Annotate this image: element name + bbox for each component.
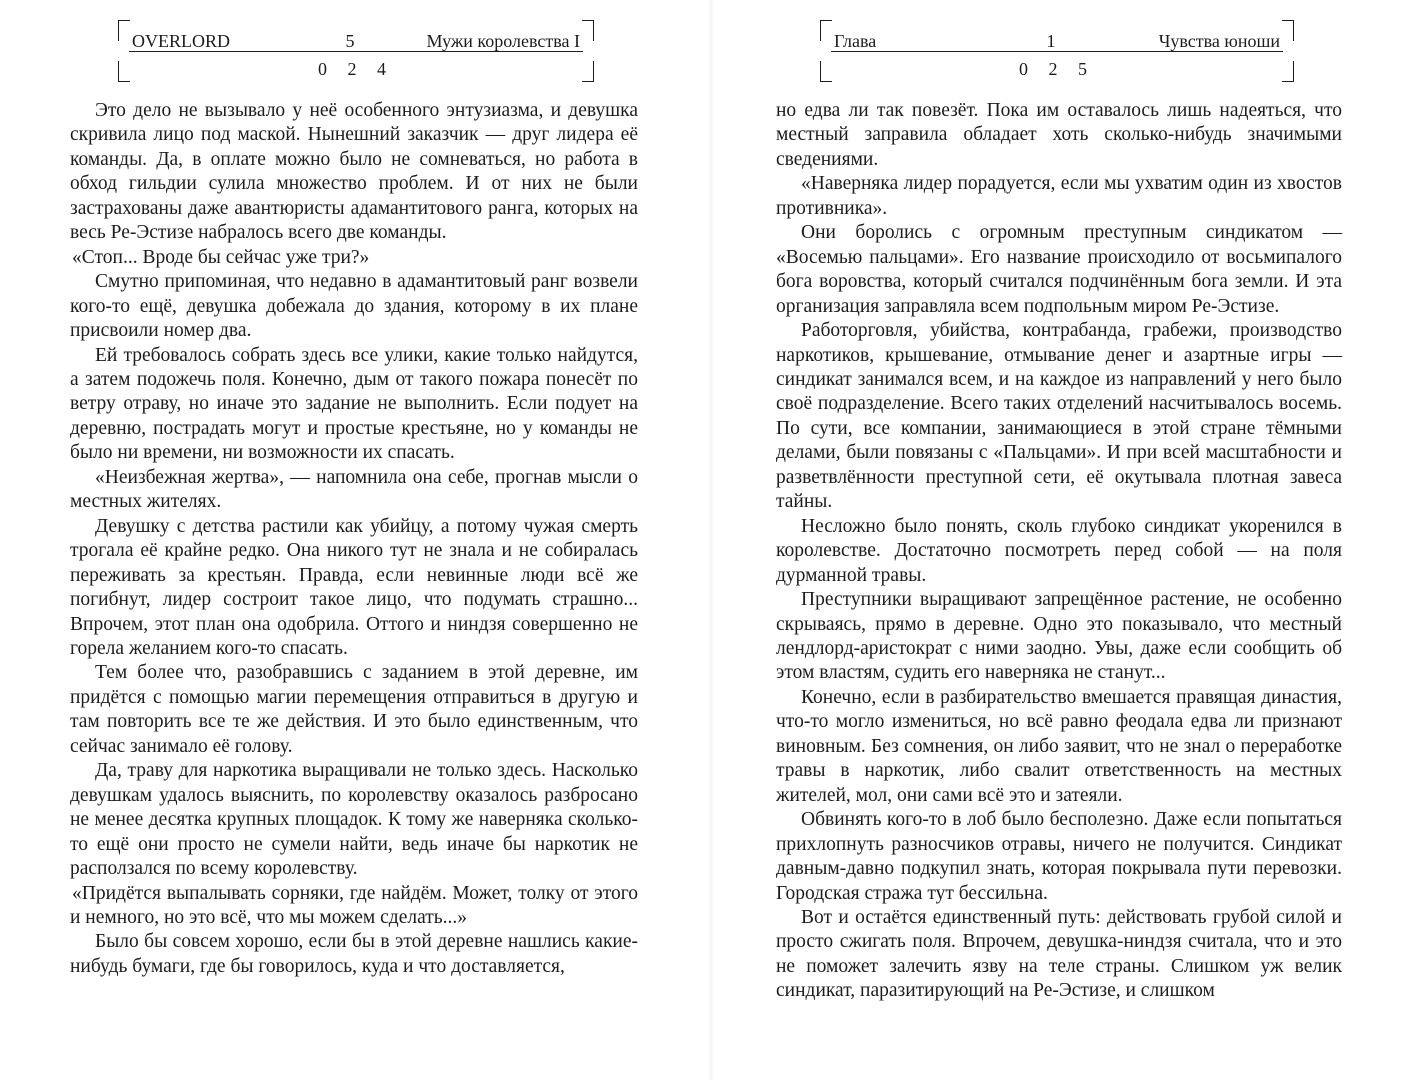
left-body-text <box>70 99 638 979</box>
right-running-header <box>820 20 1294 82</box>
paragraph: Преступники выращивают запрещённое растение, не особенно скрываясь, прямо в деревне. Одно это показывало, что местный лендлорд-аристократ с ними заодно. Увы, даже если сообщить об этом властям, судить его наверняка не станут... <box>776 589 1342 684</box>
paragraph: Тем более что, разобравшись с заданием в этой деревне, им придётся с помощью магии перемещения отправиться в другую и там повторить все те же действия. И это было единственным, что сейчас занимало её голову. <box>70 662 638 757</box>
paragraph: Смутно припоминая, что недавно в адамантитовый ранг возвели кого-то ещё, девушка добежала до здания, которому в их плане присвоили номер два. <box>70 271 638 342</box>
paragraph: Это дело не вызывало у неё особенного энтузиазма, и девушка скривила лицо под маской. Нынешний заказчик — друг лидера её команды. Да, в оплате можно было не сомневаться, но работа в обход гильдии сулила множество проблем. И от них не были застрахованы даже авантюристы адамантитового ранга, которых на весь Ре-Эстизе набралось всего две команды. <box>70 100 638 244</box>
right-page <box>714 0 1422 1080</box>
paragraph: Несложно было понять, сколь глубоко синдикат укоренился в королевстве. Достаточно посмотреть перед собой — на поля дурманной травы. <box>776 515 1342 586</box>
paragraph: Обвинять кого-то в лоб было бесполезно. Даже если попытаться прихлопнуть разносчиков отравы, ничего не получится. Синдикат давным-давно подкупил знать, которая покрывала пути перевозки. Городская стража тут бессильна. <box>776 809 1342 904</box>
paragraph: «Наверняка лидер порадуется, если мы ухватим один из хвостов противника». <box>776 173 1342 219</box>
header-series: OVERLORD <box>132 31 230 51</box>
page-number: 0 2 5 <box>1019 59 1095 79</box>
paragraph: Вот и остаётся единственный путь: действовать грубой силой и просто сжигать поля. Впрочем, девушка-ниндзя считала, что и это не поможет залечить язву на теле страны. Слишком уж велик синдикат, паразитирующий на Ре-Эстизе, и слишком <box>776 906 1342 1002</box>
header-rule <box>129 51 583 52</box>
paragraph: Работорговля, убийства, контрабанда, грабежи, производство наркотиков, крышевание, отмывание денег и азартные игры — синдикат занимался всем, и на каждое из направлений у него было своё подразделение. Всего таких отделений насчитывалось восемь. По сути, все компании, занимающиеся в этой стране тёмными делами, были повязаны с «Пальцами». И при всей масштабности и разветвлённости преступной сети, её окутывала плотная завеса тайны. <box>776 320 1342 513</box>
left-page <box>0 0 708 1080</box>
paragraph: «Стоп... Вроде бы сейчас уже три?» <box>72 246 370 268</box>
header-chapter-label: Глава <box>834 31 877 51</box>
right-body-text <box>776 99 1342 1004</box>
paragraph: Девушку с детства растили как убийцу, а потому чужая смерть трогала её крайне редко. Она никого тут не знала и не собиралась переживать за крестьян. Правда, если невинные люди всё же погибнут, лидер состроит такое лицо, что подумать страшно... Впрочем, этот план она одобрила. Оттого и ниндзя совершенно не горела желанием кого-то спасать. <box>70 515 638 659</box>
header-rule <box>831 51 1283 52</box>
paragraph: «Неизбежная жертва», — напомнила она себе, прогнав мысли о местных жителях. <box>70 466 638 513</box>
page-number: 0 2 4 <box>318 59 394 79</box>
header-title: Мужи королевства I <box>426 31 580 51</box>
paragraph: Ей требовалось собрать здесь все улики, какие только найдутся, а затем подожечь поля. Конечно, дым от такого пожара понесёт по ветру отраву, но иначе это задание не выполнить. Если подует на деревню, пострадать могут и простые крестьяне, но у команды не было ни времени, ни возможности их спасать. <box>70 344 638 464</box>
paragraph: Они боролись с огромным преступным синдикатом — «Восемью пальцами». Его название происходило от восьмипалого бога воровства, который считался подчинённым бога земли. И эта организация заправляла всем подпольным миром Ре-Эстизе. <box>776 222 1342 317</box>
header-chapter-number: 1 <box>1046 31 1056 51</box>
header-volume: 5 <box>345 31 355 51</box>
paragraph: Да, траву для наркотика выращивали не только здесь. Насколько девушкам удалось выяснить, по королевству оказалось разбросано не менее десятка крупных площадок. К тому же наверняка сколько-то ещё они просто не сумели найти, ведь иначе бы наркотик не расползался по всему королевству. <box>70 760 638 880</box>
left-running-header <box>118 20 594 82</box>
paragraph: Было бы совсем хорошо, если бы в этой деревне нашлись какие-нибудь бумаги, где бы говорилось, куда и что доставляется, <box>70 931 638 977</box>
paragraph: «Придётся выпалывать сорняки, где найдём. Может, толку от этого и немного, но это всё, что мы можем сделать...» <box>70 882 638 928</box>
header-chapter-title: Чувства юноши <box>1158 31 1280 51</box>
paragraph: но едва ли так повезёт. Пока им оставалось лишь надеяться, что местный заправила обладает хоть сколько-нибудь значимыми сведениями. <box>776 100 1342 170</box>
paragraph: Конечно, если в разбирательство вмешается правящая династия, что-то могло измениться, но всё равно феодала едва ли признают виновным. Без сомнения, он либо заявит, что не знал о переработке травы в наркотик, либо свалит ответственность на местных жителей, мол, они сами всё это и затеяли. <box>776 686 1342 806</box>
